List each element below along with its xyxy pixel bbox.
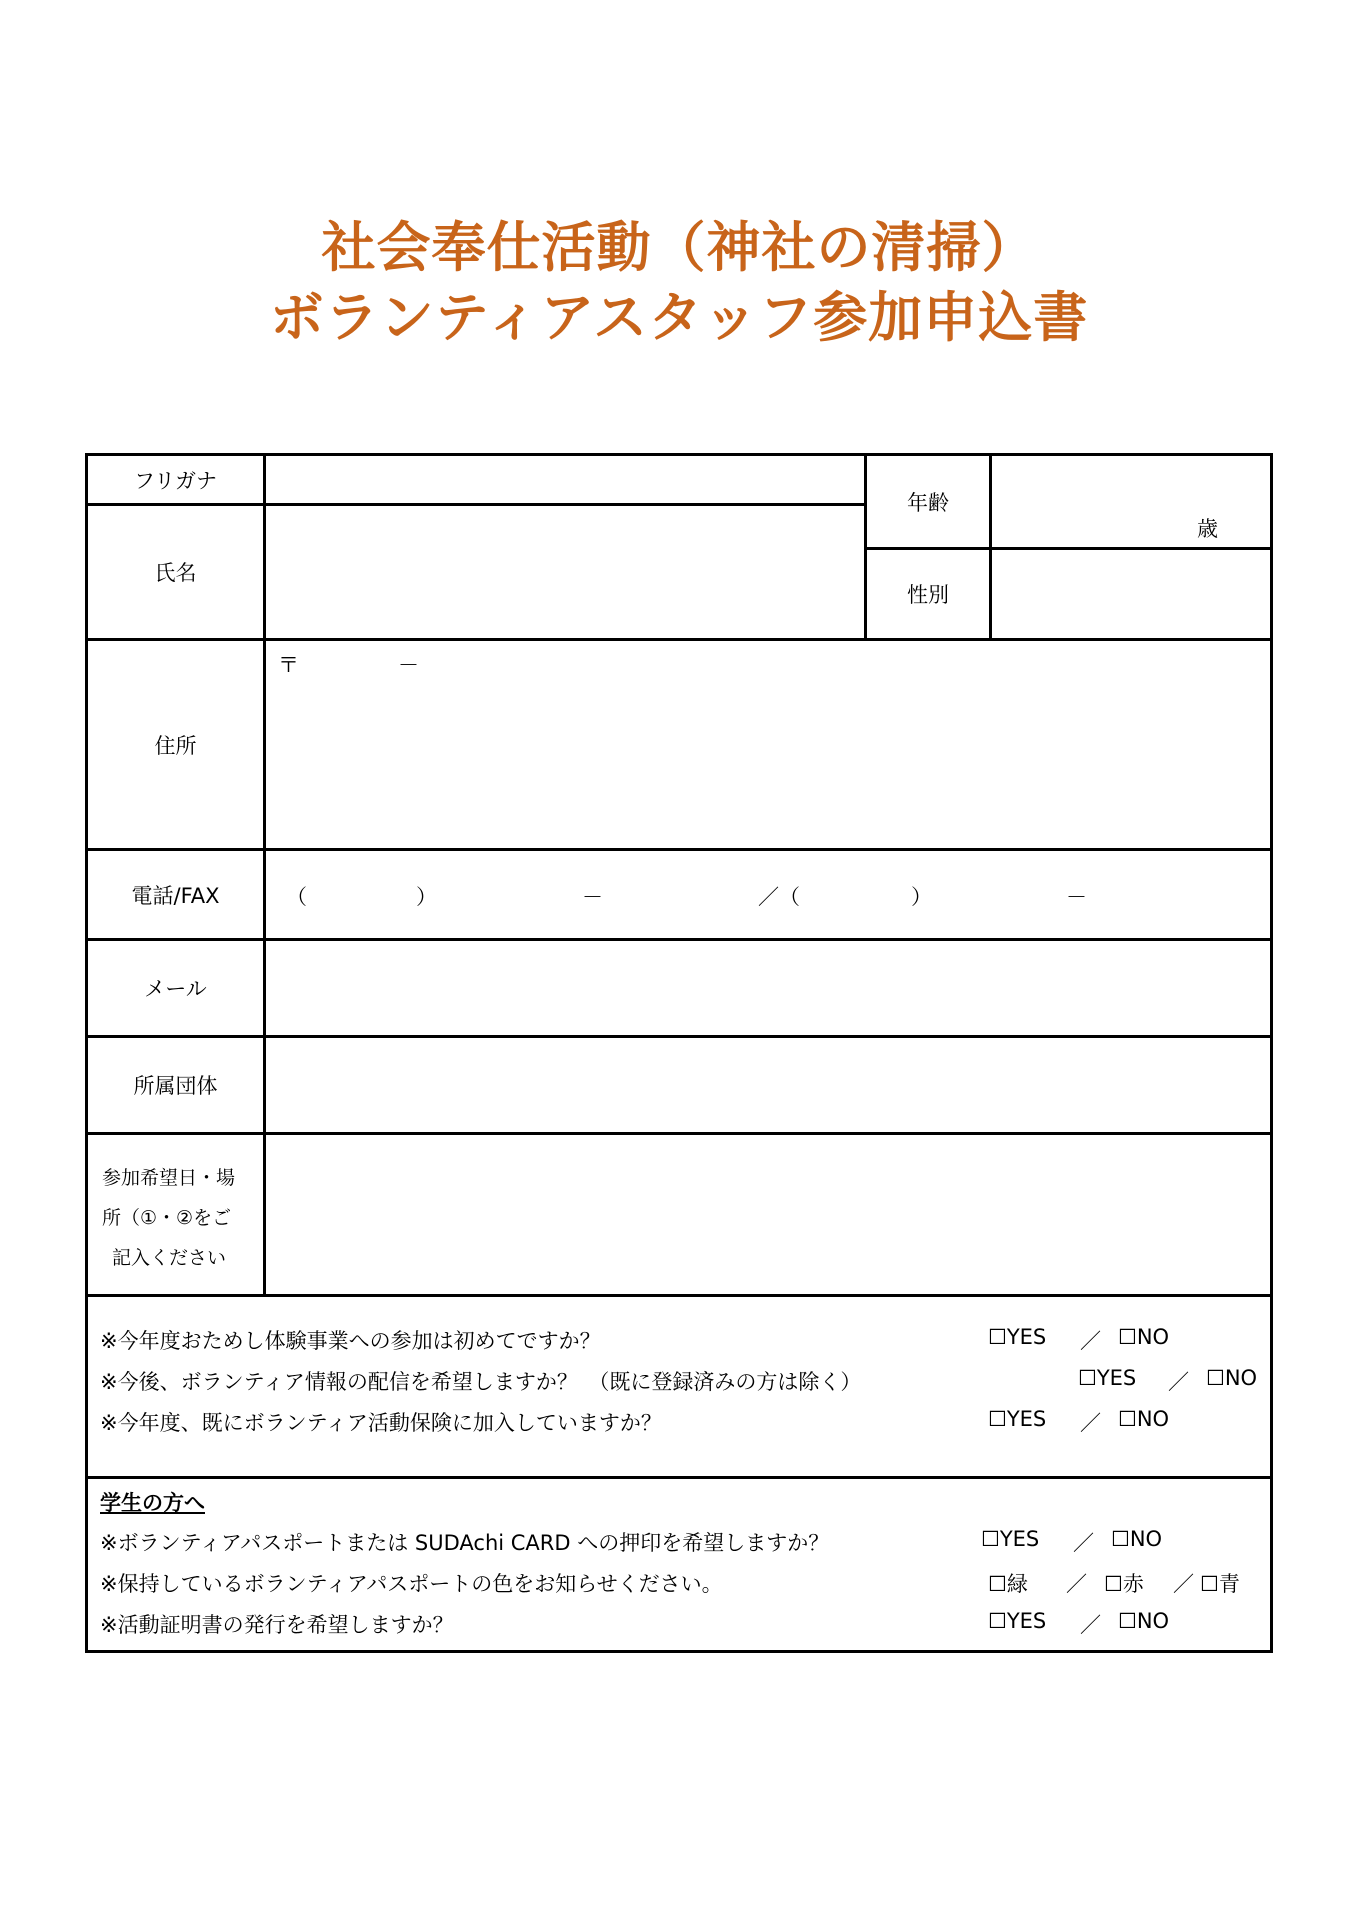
group-label-text: 所属団体 [133, 1074, 218, 1098]
question-3 [100, 1407, 662, 1437]
age-unit: 歳 [1197, 517, 1218, 541]
email-input[interactable] [263, 938, 1273, 1038]
phone-label [85, 848, 266, 941]
furigana-label [85, 453, 266, 506]
student-question-2-separator-1: ／ [1066, 1572, 1087, 1596]
question-1-yes-checkbox[interactable]: ☐ YES [988, 1325, 1046, 1349]
postal-mark: 〒 [278, 653, 299, 677]
group-input[interactable] [263, 1035, 1273, 1135]
fax-paren-close: ） [911, 885, 932, 909]
group-label [85, 1035, 266, 1135]
question-3-no-checkbox[interactable]: ☐ NO [1118, 1407, 1169, 1431]
student-question-2-red-checkbox[interactable]: ☐ 赤 [1104, 1568, 1144, 1598]
furigana-input[interactable] [263, 453, 867, 506]
question-2 [100, 1366, 861, 1396]
age-label [864, 453, 992, 550]
address-input[interactable] [263, 638, 1273, 851]
furigana-label-text: フリガナ [134, 468, 217, 493]
postal-dash: － [398, 653, 419, 677]
preferred-date-label-line1: 参加希望日・場 [102, 1167, 236, 1189]
phone-paren-close: ） [416, 885, 437, 909]
name-label [85, 503, 266, 641]
phone-dash: － [582, 885, 603, 909]
application-form [85, 453, 1273, 1653]
student-question-1-yes-checkbox[interactable]: ☐ YES [981, 1527, 1039, 1551]
preferred-date-label [85, 1132, 266, 1297]
question-2-no-checkbox[interactable]: ☐ NO [1206, 1366, 1257, 1390]
address-label-text: 住所 [154, 733, 197, 758]
student-question-2 [100, 1568, 723, 1598]
student-question-3-no-checkbox[interactable]: ☐ NO [1118, 1609, 1169, 1633]
phone-label-text: 電話/FAX [131, 883, 220, 908]
question-2-yes-checkbox[interactable]: ☐ YES [1078, 1366, 1136, 1390]
student-question-2-text: ※保持しているボランティアパスポートの色をお知らせください。 [100, 1572, 723, 1596]
student-question-1 [100, 1527, 829, 1557]
form-title-line1: 社会奉仕活動（神社の清掃） [321, 216, 1037, 279]
phone-paren-open: （ [286, 885, 307, 909]
student-question-3-yes-checkbox[interactable]: ☐ YES [988, 1609, 1046, 1633]
fax-slash-paren-open: ／（ [758, 885, 800, 909]
students-section [85, 1476, 1273, 1653]
address-label [85, 638, 266, 851]
gender-input[interactable] [989, 547, 1273, 641]
question-1-separator: ／ [1080, 1329, 1101, 1353]
student-question-3 [100, 1609, 454, 1639]
name-label-text: 氏名 [154, 561, 197, 585]
question-2-separator: ／ [1168, 1370, 1189, 1394]
question-1-text: ※今年度おためし体験事業への参加は初めてですか？ [100, 1329, 601, 1353]
student-question-2-blue-checkbox[interactable]: ☐ 青 [1200, 1568, 1240, 1598]
age-label-text: 年齢 [907, 490, 949, 515]
student-question-2-separator-2: ／ [1173, 1572, 1194, 1596]
preferred-date-input[interactable] [263, 1132, 1273, 1297]
student-question-3-text: ※活動証明書の発行を希望しますか？ [100, 1613, 454, 1637]
students-heading: 学生の方へ [100, 1491, 205, 1515]
question-2-text: ※今後、ボランティア情報の配信を希望しますか？ （既に登録済みの方は除く） [100, 1370, 862, 1394]
question-3-separator: ／ [1080, 1411, 1101, 1435]
preferred-date-label-line2: 所（①・②をご [102, 1207, 232, 1229]
name-input[interactable] [263, 503, 867, 641]
student-question-1-text: ※ボランティアパスポートまたは SUDAchi CARD への押印を希望しますか？ [100, 1531, 830, 1555]
form-title-line2: ボランティアスタッフ参加申込書 [269, 286, 1089, 349]
preferred-date-label-line3: 記入ください [112, 1247, 227, 1269]
gender-label-text: 性別 [907, 583, 949, 607]
student-question-1-no-checkbox[interactable]: ☐ NO [1111, 1527, 1162, 1551]
phone-input[interactable] [263, 848, 1273, 941]
question-1-no-checkbox[interactable]: ☐ NO [1118, 1325, 1169, 1349]
email-label [85, 938, 266, 1038]
fax-dash: － [1066, 885, 1087, 909]
student-question-2-green-checkbox[interactable]: ☐ 緑 [988, 1568, 1028, 1598]
age-input[interactable] [989, 453, 1273, 550]
email-label-text: メール [144, 977, 207, 1001]
gender-label [864, 547, 992, 641]
question-1 [100, 1325, 601, 1355]
student-question-1-separator: ／ [1073, 1531, 1094, 1555]
student-question-3-separator: ／ [1080, 1613, 1101, 1637]
question-3-text: ※今年度、既にボランティア活動保険に加入していますか？ [100, 1411, 662, 1435]
questions-section [85, 1294, 1273, 1479]
question-3-yes-checkbox[interactable]: ☐ YES [988, 1407, 1046, 1431]
